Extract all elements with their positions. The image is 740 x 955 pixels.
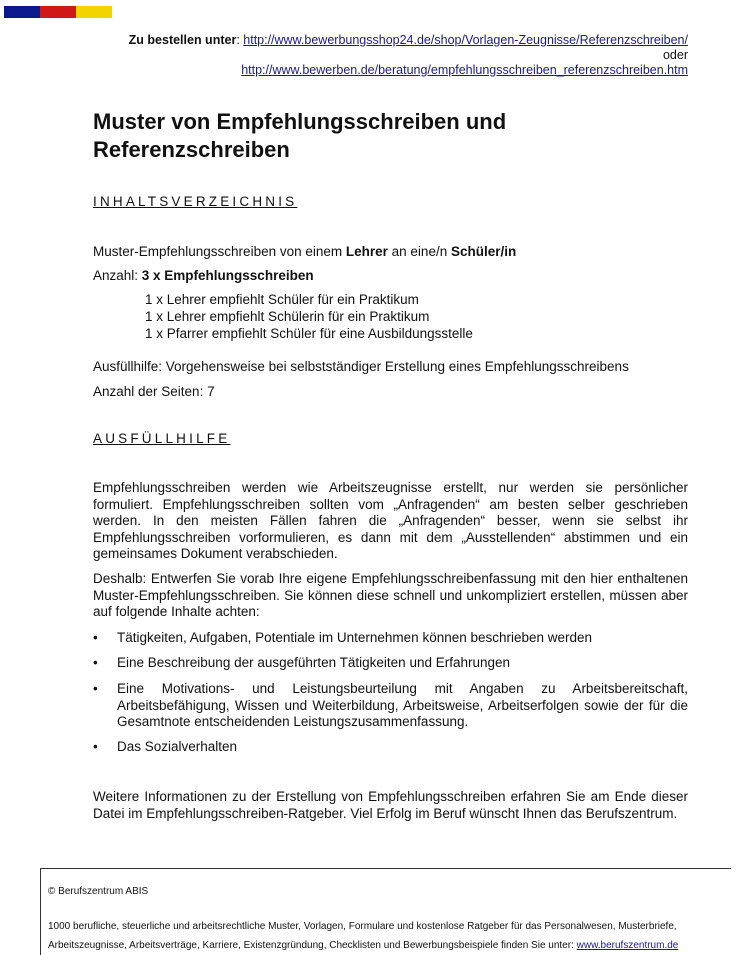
footer-link[interactable]: www.berufszentrum.de [576,940,679,951]
bullet-dot: • [93,630,98,645]
bullet-item: • Eine Motivations- und Leistungsbeurteilung mit Angaben zu Arbeitsbereitschaft, Arbeitsbefähigung, Wissen und Weiterbildung, Arbeitsweise, Arbeitserfolgen sowie der für die Gesamtnote entscheidenden Leistungszusammenfassung. [93,681,688,729]
help-paragraph-1: Empfehlungsschreiben werden wie Arbeitszeugnisse erstellt, nur werden sie persönlicher formuliert. Empfehlungsschreiben sollten vom „Anfragenden“ am besten selber geschrieben werden. In den meisten Fällen fahren die „Anfragenden“ besser, wenn sie selbst ihr Empfehlungsschreiben vorformulieren, es dann mit dem „Ausstellenden“ abstimmen und ein gemeinsames Dokument verabschieden. [93,480,688,561]
footer-text: 1000 berufliche, steuerliche und arbeitsrechtliche Muster, Vorlagen, Formulare und kostenlose Ratgeber für das Personalwesen, Musterbriefe, Arbeitszeugnisse, Arbeitsverträge, Karriere, Existenzgründung, Checklisten und Bewerbungsbeispiele finden Sie unter: www.berufszentrum.de [48,921,679,951]
toc-count: Anzahl: 3 x Empfehlungsschreiben [93,268,314,283]
toc-item: 1 x Lehrer empfiehlt Schülerin für ein Praktikum [145,309,430,324]
order-info: Zu bestellen unter: http://www.bewerbungsshop24.de/shop/Vorlagen-Zeugnisse/Referenzschreiben/ oder http://www.bewerben.de/beratung/empfehlungsschreiben_referenzschreiben.htm [128,33,688,77]
flag-red [40,6,76,18]
toc-item: 1 x Lehrer empfiehlt Schüler für ein Praktikum [145,292,419,307]
help-paragraph-2: Deshalb: Entwerfen Sie vorab Ihre eigene Empfehlungsschreibenfassung mit den hier enthaltenen Muster-Empfehlungsschreiben. Sie können diese schnell und unkompliziert erstellen, müssen aber auf folgende Inhalte achten: [93,571,688,619]
bullet-dot: • [93,655,98,670]
toc-item: 1 x Pfarrer empfiehlt Schüler für eine Ausbildungsstelle [145,326,473,341]
logo-color-bar [4,6,112,18]
bullet-item: • Das Sozialverhalten [93,739,238,754]
bullet-item: • Tätigkeiten, Aufgaben, Potentiale im Unternehmen können beschrieben werden [93,630,593,645]
bullet-dot: • [93,739,98,754]
help-heading: AUSFÜLLHILFE [93,431,231,446]
order-link-bewerben[interactable]: http://www.bewerben.de/beratung/empfehlungsschreiben_referenzschreiben.htm [241,63,688,77]
bullet-item: • Eine Beschreibung der ausgeführten Tätigkeiten und Erfahrungen [93,655,511,670]
toc-heading: INHALTSVERZEICHNIS [93,194,298,209]
order-label: Zu bestellen unter [128,33,237,47]
toc-help-line: Ausfüllhilfe: Vorgehensweise bei selbstständiger Erstellung eines Empfehlungsschreibens [93,359,629,374]
order-or: oder [662,48,688,62]
page-title: Muster von Empfehlungsschreiben und Referenzschreiben [93,109,507,162]
footer-copyright: © Berufszentrum ABIS [48,886,149,897]
bullet-dot: • [93,681,98,696]
help-paragraph-3: Weitere Informationen zu der Erstellung von Empfehlungsschreiben erfahren Sie am Ende dieser Datei im Empfehlungsschreiben-Ratgeber. Viel Erfolg im Beruf wünscht Ihnen das Berufszentrum. [93,789,688,821]
order-link-shop[interactable]: http://www.bewerbungsshop24.de/shop/Vorlagen-Zeugnisse/Referenzschreiben/ [243,33,688,47]
toc-pages-line: Anzahl der Seiten: 7 [93,384,215,399]
flag-yellow [76,6,112,18]
toc-intro: Muster-Empfehlungsschreiben von einem Lehrer an eine/n Schüler/in [93,244,517,259]
flag-blue [4,6,40,18]
